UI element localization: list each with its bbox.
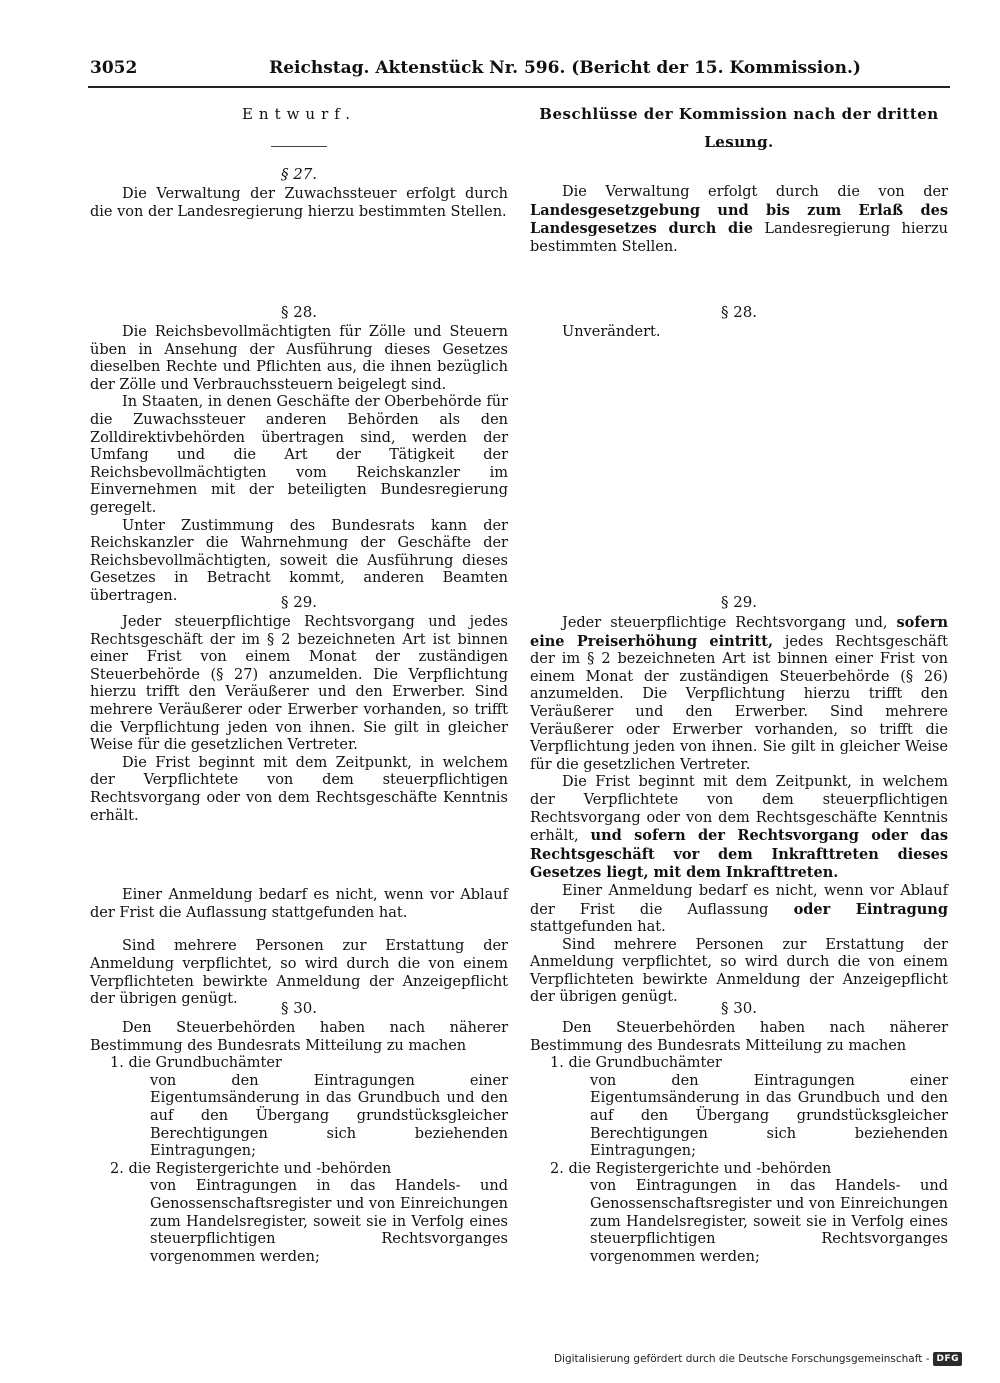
right-s29-sign: § 29. (720, 593, 758, 611)
right-s27-p1 (530, 184, 948, 256)
right-s29-p2-a: Die Frist beginnt mit dem Zeitpunkt, in welchem der Verpflichtete von dem steuerpflichtigen Rechtsvorgang oder von dem Rechtsgeschäfte Kenntnis erhält, (530, 774, 948, 845)
left-column (90, 100, 508, 1265)
right-s29-p2-b: und sofern der Rechtsvorgang oder das Rechtsgeschäft vor dem Inkrafttreten dieses Gesetzes liegt, mit dem Inkrafttreten. (530, 827, 949, 882)
right-s29-p4: Sind mehrere Personen zur Erstattung der Anmeldung verpflichtet, so wird durch die von einem Verpflichteten bewirkte Anmeldung der Anzeigepflicht der übrigen genügt. (530, 936, 948, 1006)
left-s27-p1: Die Verwaltung der Zuwachssteuer erfolgt durch die von der Landesregierung hierzu bestimmten Stellen. (90, 186, 508, 220)
header-rule (88, 86, 950, 88)
right-s28-sign: § 28. (720, 303, 758, 321)
left-s29-p2: Die Frist beginnt mit dem Zeitpunkt, in welchem der Verpflichtete von dem steuerpflichtigen Rechtsvorgang oder von dem Rechtsgeschäfte Kenntnis erhält. (90, 754, 508, 824)
footer-text: Digitalisierung gefördert durch die Deutsche Forschungsgemeinschaft - (553, 1353, 930, 1365)
left-heading-rule (271, 146, 327, 147)
right-s27-p1-a: Die Verwaltung erfolgt durch die von der (562, 184, 948, 200)
right-column (530, 100, 949, 1265)
left-s29-p3: Einer Anmeldung bedarf es nicht, wenn vor Ablauf der Frist die Auflassung stattgefunden hat. (90, 887, 508, 921)
left-section-28 (90, 302, 508, 606)
right-s29-p1 (530, 614, 948, 774)
left-section-27 (90, 164, 508, 221)
right-s29-p3-a: Einer Anmeldung bedarf es nicht, wenn vor Ablauf der Frist die Auflassung (530, 882, 948, 918)
left-s30-item2: 2. die Registergerichte und -behörden (110, 1160, 392, 1177)
left-s29-p1: Jeder steuerpflichtige Rechtsvorgang und jedes Rechtsgeschäft der im § 2 bezeichneten Art ist binnen einer Frist von einem Monat der zuständigen Steuerbehörde (§ 27) anzumelden. Die Verpflichtung hierzu trifft den Veräußerer und den Erwerber. Sind mehrere Veräußerer oder Erwerber vorhanden, so trifft die Verpflichtung jeden von ihnen. Sie gilt in gleicher Weise für die gesetzlichen Vertreter. (90, 614, 508, 754)
right-section-29 (530, 592, 948, 1007)
right-section-28 (530, 302, 948, 342)
right-s29-p3 (530, 883, 948, 937)
right-s29-p1-a: Jeder steuerpflichtige Rechtsvorgang und, (562, 615, 897, 631)
left-column-heading: Entwurf. (241, 105, 357, 123)
left-s27-sign: § 27. (280, 165, 318, 183)
left-s28-p3: Unter Zustimmung des Bundesrats kann der Reichskanzler die Wahrnehmung der Geschäfte der Reichsbevollmächtigten, soweit die Ausführung dieses Gesetzes in Betracht kommt, anderen Beamten übertragen. (90, 517, 508, 604)
left-s30-item2-text: von Eintragungen in das Handels- und Genossenschaftsregister und von Einreichungen zum Handelsregister, soweit sie in Verfolg eines steuerpflichtigen Rechtsvorganges vorgenommen werden; (150, 1178, 508, 1265)
left-s28-p2: In Staaten, in denen Geschäfte der Oberbehörde für die Zuwachssteuer anderen Behörden als den Zolldirektivbehörden übertragen sind, werden der Umfang und die Art der Tätigkeit der Reichsbevollmächtigten vom Reichskanzler im Einvernehmen mit der beteiligten Bundesregierung geregelt. (90, 394, 508, 516)
right-s27-p1-b: Landesgesetzgebung und bis zum Erlaß des Landesgesetzes durch die (530, 201, 948, 238)
right-column-heading: Beschlüsse der Kommission nach der dritten Lesung. (539, 105, 939, 151)
right-s29-p3-c: stattgefunden hat. (530, 919, 666, 936)
page-number: 3052 (90, 58, 138, 78)
left-s29-p4: Sind mehrere Personen zur Erstattung der Anmeldung verpflichtet, so wird durch die von einem Verpflichteten bewirkte Anmeldung der Anzeigepflicht der übrigen genügt. (90, 938, 508, 1008)
left-s30-item1: 1. die Grundbuchämter (110, 1055, 282, 1072)
right-s29-p1-c: jedes Rechtsgeschäft der im § 2 bezeichneten Art ist binnen einer Frist von einem Monat der zuständigen Steuerbehörde (§ 26) anzumelden. Die Verpflichtung hierzu trifft den Veräußerer und den Erwerber. Sind mehrere Veräußerer oder Erwerber vorhanden, so trifft die Verpflichtung jeden von ihnen. Sie gilt in gleicher Weise für die gesetzlichen Vertreter. (530, 633, 948, 773)
right-s29-p3-b: oder Eintragung (793, 900, 948, 918)
right-s29-p2 (530, 774, 948, 883)
left-s30-sign: § 30. (280, 999, 318, 1017)
right-section-27 (530, 184, 948, 256)
left-s30-p1: Den Steuerbehörden haben nach näherer Bestimmung des Bundesrats Mitteilung zu machen (90, 1020, 508, 1054)
page-header (90, 58, 950, 82)
right-s30-item2: 2. die Registergerichte und -behörden (550, 1160, 832, 1177)
right-s30-item1: 1. die Grundbuchämter (550, 1055, 722, 1072)
right-s30-item2-text: von Eintragungen in das Handels- und Genossenschaftsregister und von Einreichungen zum Handelsregister, soweit sie in Verfolg eines steuerpflichtigen Rechtsvorganges vorgenommen werden; (590, 1178, 948, 1265)
left-s29-sign: § 29. (280, 593, 318, 611)
left-section-29 (90, 592, 508, 1009)
right-s30-p1: Den Steuerbehörden haben nach näherer Bestimmung des Bundesrats Mitteilung zu machen (530, 1020, 948, 1054)
right-s29-p1-b: sofern eine Preiserhöhung eintritt, (530, 614, 948, 650)
left-s28-p1: Die Reichsbevollmächtigten für Zölle und Steuern üben in Ansehung der Ausführung dieses Gesetzes dieselben Rechte und Pflichten aus, die ihnen bezüglich der Zölle und Verbrauchssteuern beigelegt sind. (90, 324, 508, 393)
digitization-footer (554, 1352, 962, 1366)
right-s30-sign: § 30. (720, 999, 758, 1017)
right-s30-item1-text: von den Eintragungen einer Eigentumsänderung in das Grundbuch und den auf den Übergang grundstücksgleicher Berechtigungen sich beziehenden Eintragungen; (590, 1072, 948, 1160)
right-s27-p1-c: Landesregierung hierzu bestimmten Stellen. (530, 221, 948, 255)
dfg-logo: DFG (933, 1352, 962, 1366)
left-s30-item1-text: von den Eintragungen einer Eigentumsänderung in das Grundbuch und den auf den Übergang grundstücksgleicher Berechtigungen sich beziehenden Eintragungen; (150, 1072, 508, 1160)
right-s28-p1: Unverändert. (562, 324, 661, 340)
left-s28-sign: § 28. (280, 303, 318, 321)
left-section-30 (90, 998, 508, 1266)
page-title: Reichstag. Aktenstück Nr. 596. (Bericht der 15. Kommission.) (269, 58, 861, 78)
right-section-30 (530, 998, 948, 1266)
